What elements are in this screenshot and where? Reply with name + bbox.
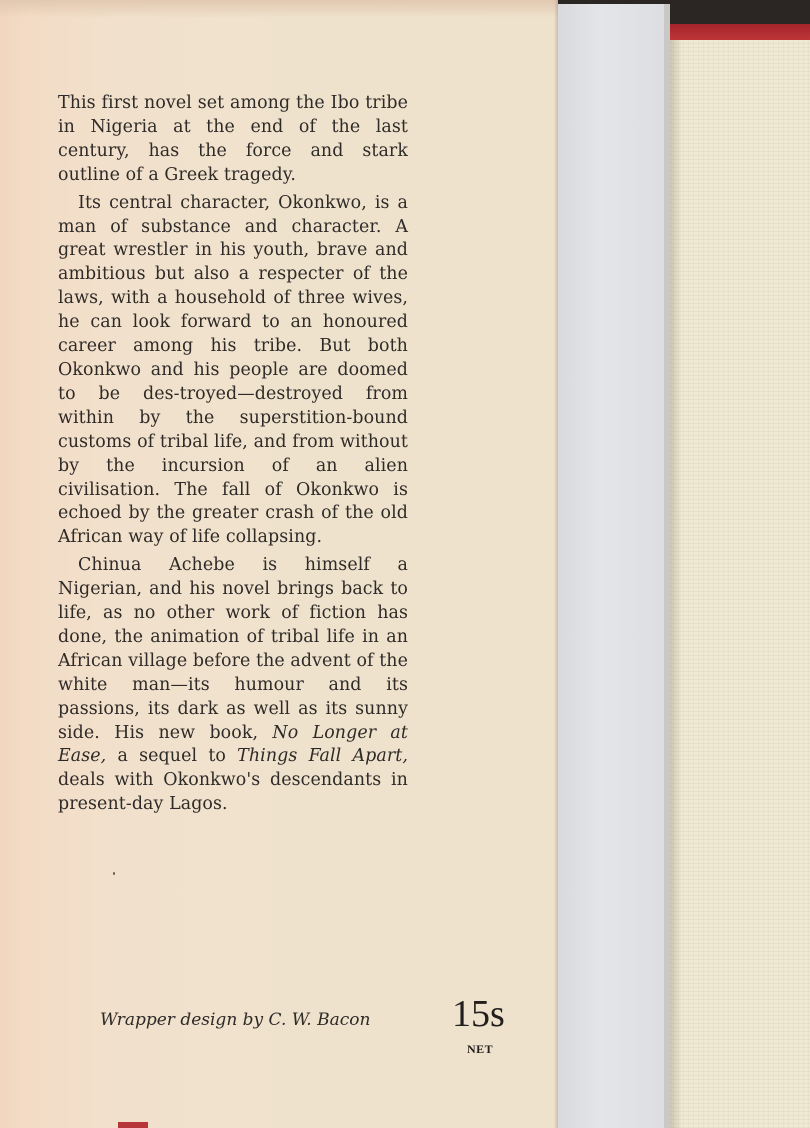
price: 15s [452, 993, 505, 1035]
red-edge-bottom [118, 1122, 148, 1128]
inner-board-edge [664, 4, 670, 1128]
title-no-longer-at-ease: No Longer at Ease, [58, 722, 408, 767]
paragraph-3-end: deals with Okonkwo's descendants in present-day Lagos. [58, 770, 408, 815]
title-things-fall-apart: Things Fall Apart, [237, 746, 409, 767]
cloth-endpaper [668, 40, 810, 1128]
flap-top-shade [0, 0, 558, 18]
paragraph-3-start: Chinua Achebe is himself a Nigerian, and his novel brings back to life, as no other work of fiction has done, the animation of tribal life in an African village before the advent of the white man—its humour and its passions, its dark as well as its sunny side. His new book, [58, 555, 408, 743]
blurb-paragraph-2: Its central character, Okonkwo, is a man of substance and character. A great wrestler in his youth, brave and ambitious but also a respecter of the laws, with a household of three wives, he can look forward to an honoured career among his tribe. But both Okonkwo and his people are doomed to be des-troyed—destroyed from within by the superstition-bound customs of tribal life, and from without by the incursion of an alien civilisation. The fall of Okonkwo is echoed by the greater crash of the old African way of life collapsing. [58, 192, 408, 548]
paper-speck [113, 872, 115, 875]
blurb-text [58, 92, 408, 817]
blurb-paragraph-1: This first novel set among the Ibo tribe in Nigeria at the end of the last century, has the force and stark outline of a Greek tragedy. [58, 93, 408, 185]
inner-board [556, 4, 670, 1128]
wrapper-design-credit: Wrapper design by C. W. Bacon [100, 1010, 371, 1030]
blurb-paragraph-3 [58, 554, 408, 817]
cloth-shadow [668, 40, 682, 1128]
flap-right-edge [554, 0, 558, 1128]
price-net-label: NET [467, 1042, 494, 1056]
paragraph-3-mid: a sequel to [117, 746, 226, 767]
